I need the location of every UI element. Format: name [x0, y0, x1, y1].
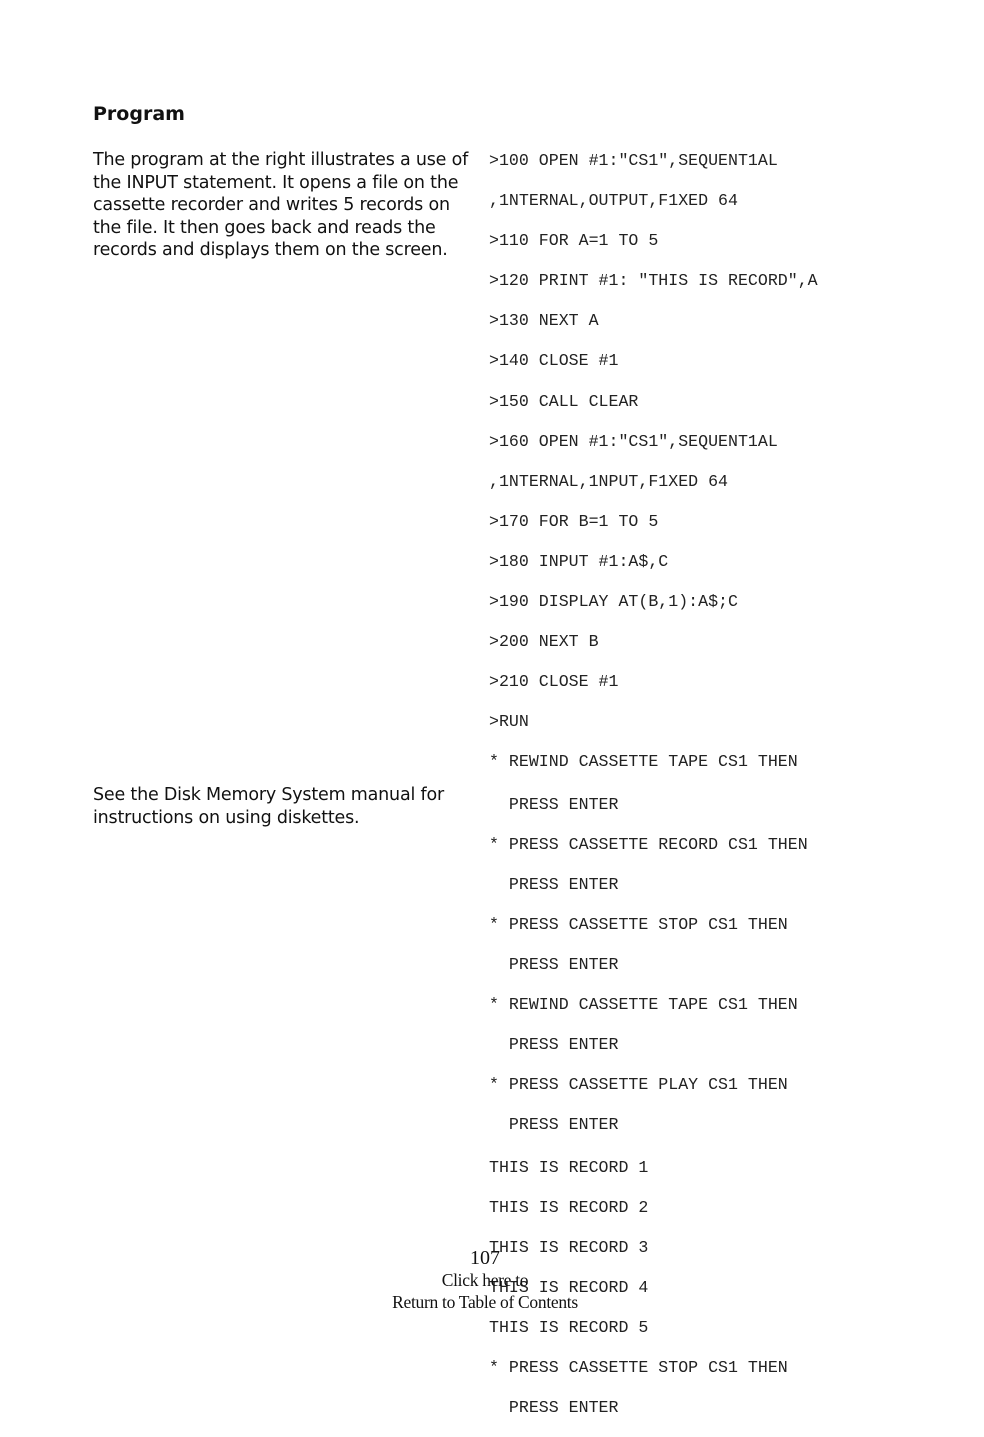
intro-line: The program at the right illustrates a use of: [93, 150, 469, 170]
intro-line: records and displays them on the screen.: [93, 240, 448, 261]
intro-line: cassette recorder and writes 5 records on: [93, 195, 450, 216]
note-line: See the Disk Memory System manual for: [93, 785, 444, 805]
note-line: instructions on using diskettes.: [93, 807, 360, 828]
code-line: >160 OPEN #1:"CS1",SEQUENT1AL: [489, 431, 778, 451]
code-line: PRESS ENTER: [489, 955, 619, 975]
code-line: >100 OPEN #1:"CS1",SEQUENT1AL: [489, 151, 778, 170]
code-line: >140 CLOSE #1: [489, 351, 619, 371]
code-line: >120 PRINT #1: "THIS IS RECORD",A: [489, 271, 818, 291]
code-line: THIS IS RECORD 1: [489, 1157, 649, 1177]
program-listing: [489, 150, 818, 1437]
code-line: * PRESS CASSETTE STOP CS1 THEN: [489, 1358, 788, 1378]
code-line: PRESS ENTER: [489, 794, 619, 814]
code-line: * PRESS CASSETTE RECORD CS1 THEN: [489, 834, 808, 854]
code-line: THIS IS RECORD 3: [489, 1237, 649, 1257]
code-line: THIS IS RECORD 4: [489, 1278, 649, 1297]
code-line: >RUN: [489, 712, 529, 732]
code-line: PRESS ENTER: [489, 1035, 619, 1055]
code-line: >190 DISPLAY AT(B,1):A$;C: [489, 592, 738, 612]
intro-line: the file. It then goes back and reads the: [93, 217, 436, 238]
code-line: * REWIND CASSETTE TAPE CS1 THEN: [489, 752, 798, 772]
code-line: * PRESS CASSETTE STOP CS1 THEN: [489, 914, 788, 934]
code-line: >210 CLOSE #1: [489, 672, 619, 692]
code-line: ,1NTERNAL,1NPUT,F1XED 64: [489, 471, 728, 491]
code-line: THIS IS RECORD 5: [489, 1318, 649, 1338]
code-line: >200 NEXT B: [489, 632, 599, 652]
code-line: THIS IS RECORD 2: [489, 1197, 649, 1217]
code-line: PRESS ENTER: [489, 874, 619, 894]
code-line: PRESS ENTER: [489, 1398, 619, 1418]
toc-link-line1[interactable]: Click here to: [441, 1270, 529, 1290]
code-line: >180 INPUT #1:A$,C: [489, 551, 669, 571]
section-heading: Program: [93, 103, 185, 125]
toc-link-line2[interactable]: Return to Table of Contents: [392, 1292, 578, 1312]
code-line: >110 FOR A=1 TO 5: [489, 231, 659, 251]
code-line: ,1NTERNAL,OUTPUT,F1XED 64: [489, 191, 738, 211]
intro-line: the INPUT statement. It opens a file on the: [93, 172, 459, 193]
code-line: * REWIND CASSETTE TAPE CS1 THEN: [489, 995, 798, 1015]
disk-note-paragraph: [93, 784, 473, 829]
code-line: >170 FOR B=1 TO 5: [489, 511, 659, 531]
code-line: >130 NEXT A: [489, 311, 599, 331]
intro-paragraph: [93, 149, 473, 262]
page-number: 107: [470, 1247, 500, 1269]
code-line: PRESS ENTER: [489, 1115, 619, 1135]
code-line: >150 CALL CLEAR: [489, 391, 639, 411]
code-line: * PRESS CASSETTE PLAY CS1 THEN: [489, 1075, 788, 1095]
